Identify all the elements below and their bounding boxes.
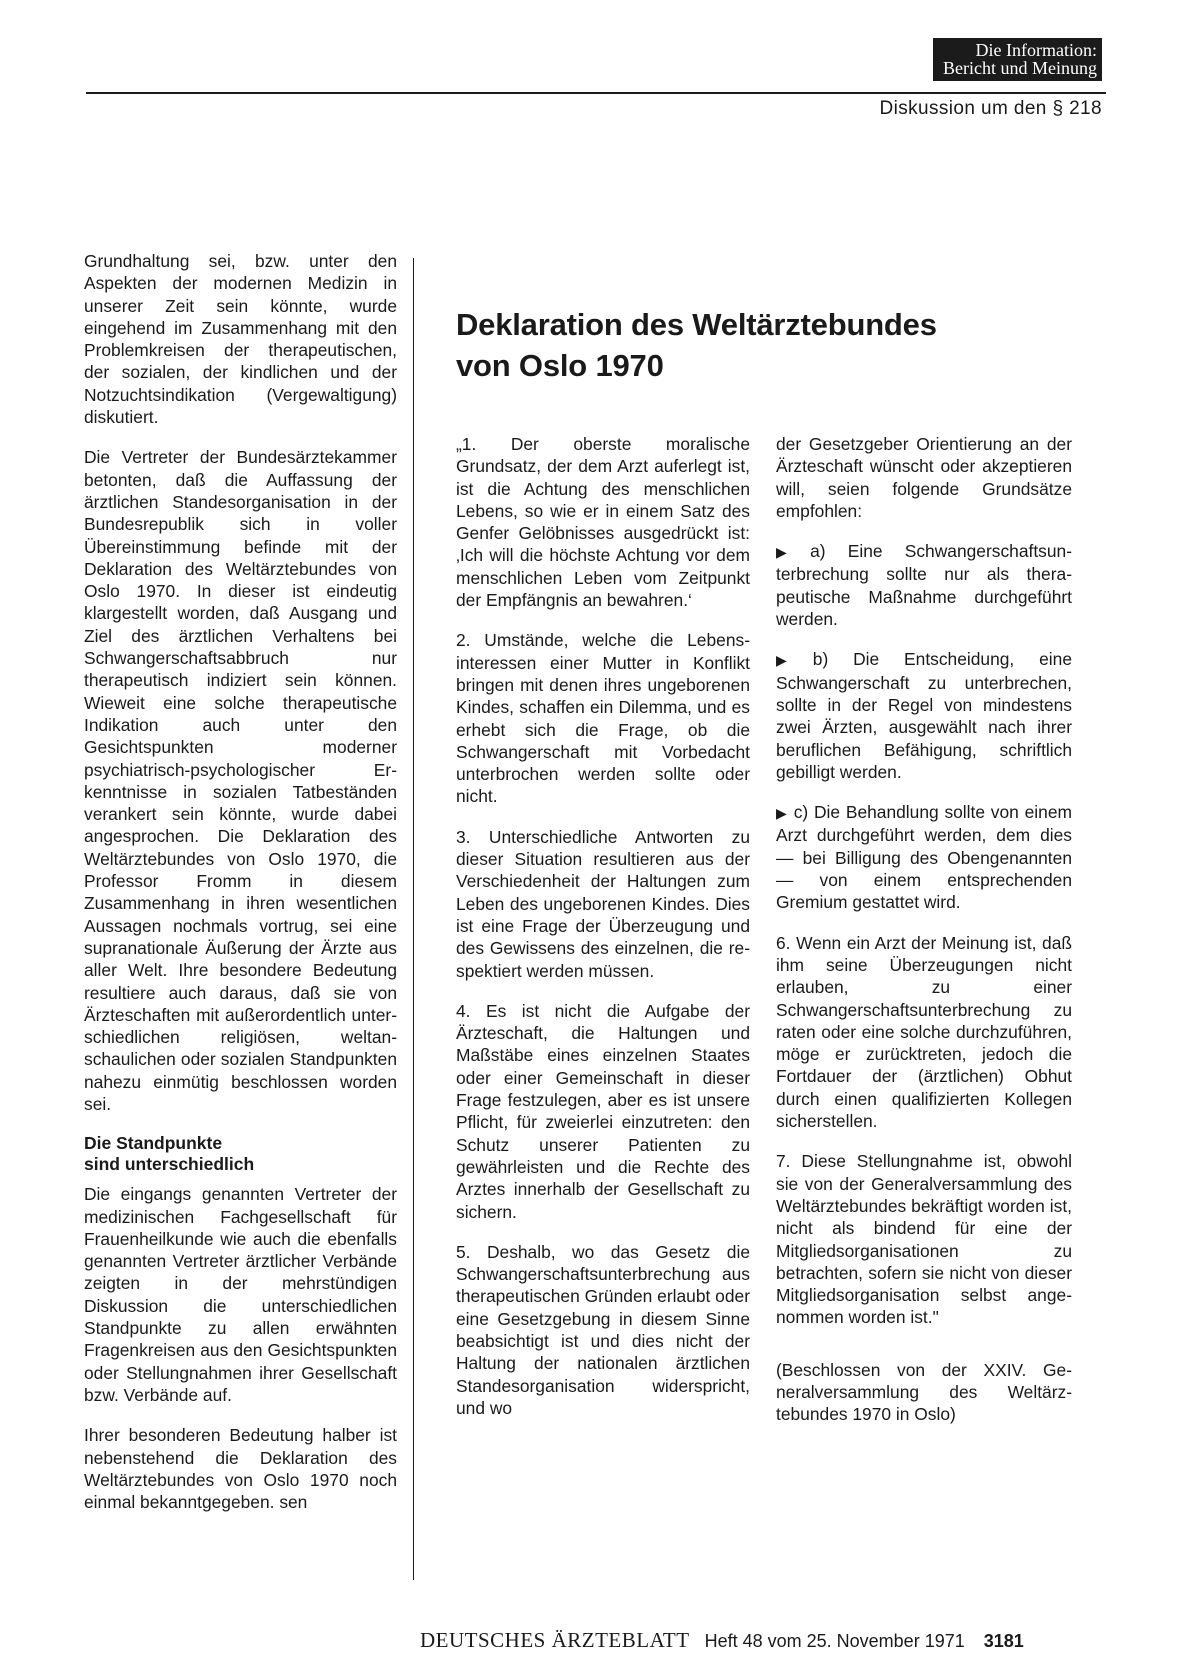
declaration-item: 4. Es ist nicht die Aufgabe der Ärzteschaft, die Haltungen und Maßstäbe eines einzelnen Staates oder einer Gemeinschaft in dieser Frage festzulegen, aber es ist unsere Pflicht, für zweierlei einzutreten: den Schutz unserer Patienten zu gewährleisten und die Rechte des Arztes innerhalb der Gesellschaft zu sichern.	[456, 1000, 750, 1222]
declaration-column-2	[776, 433, 1072, 1444]
declaration-note: (Beschlossen von der XXIV. Generalversammlung des Weltärztebundes 1970 in Oslo)	[776, 1359, 1072, 1425]
paragraph: Die eingangs genannten Vertreter der medizinischen Fachgesellschaft für Frauenheilkunde wie auch die ebenfalls genannten Vertreter ärztlicher Verbände zeigten in der mehrstündigen Diskussion die unterschiedlichen Standpunkte zu allen erwähnten Fragenkreisen aus den Gesichtspunkten oder Stellungnahmen ihrer Gesellschaft bzw. Verbände auf.	[84, 1184, 397, 1405]
subheading-line1: Die Standpunkte	[84, 1133, 223, 1154]
column-divider	[413, 258, 414, 1580]
declaration-column-1	[456, 433, 750, 1437]
section-label-line1: Die Information:	[975, 40, 1097, 60]
declaration-item: 3. Unterschiedliche Antworten zu dieser Situation resultieren aus der Verschiedenheit der Haltungen zum Leben des ungeborenen Kindes. Dies ist eine Frage der Überzeugung und des Gewissens des einzelnen, die respektiert werden müssen.	[456, 826, 750, 981]
subitem-text: b) Die Entscheidung, eine Schwangerschaft zu unterbrechen, sollte in der Regel von mindestens zwei Ärzten, ausgewählt nach ihrer beruflichen Befähigung, schriftlich gebilligt werden.	[776, 649, 1072, 782]
declaration-item: 6. Wenn ein Arzt der Meinung ist, daß ihm seine Überzeugungen nicht erlauben, zu einer Schwangerschaftsunterbrechung zu raten oder eine solche durchzuführen, möge er zurücktreten, jedoch die Fortdauer der (ärztlichen) Obhut durch einen qualifizierten Kollegen sicherstellen.	[776, 932, 1072, 1132]
declaration-item: „1. Der oberste moralische Grundsatz, der dem Arzt auferlegt ist, ist die Achtung des menschlichen Lebens, so wie er in einem Satz des Genfer Gelöbnisses ausgedrückt ist: ‚Ich will die höchste Achtung vor dem menschlichen Leben vom Zeitpunkt der Empfängnis an bewahren.‘	[456, 434, 750, 611]
title-line2: von Oslo 1970	[456, 348, 664, 383]
paragraph: Grundhaltung sei, bzw. unter den Aspekten der modernen Medizin in unserer Zeit sein könnte, wurde eingehend im Zusammenhang mit den Problemkreisen der therapeutischen, der sozialen, der kindlichen und der Notzuchtsindikation (Vergewaltigung) diskutiert.	[84, 251, 397, 428]
triangle-bullet-icon: ▶	[776, 805, 788, 822]
title-line1: Deklaration des Weltärztebundes	[456, 307, 937, 342]
declaration-item: 5. Deshalb, wo das Gesetz die Schwangerschaftsunterbrechung aus therapeutischen Gründen erlaubt oder eine Gesetzgebung in diesem Sinne beabsichtigt ist und dies nicht der Haltung der nationalen ärztlichen Standesorganisation widerspricht, und wo	[456, 1241, 750, 1418]
topic-heading: Diskussion um den § 218	[879, 98, 1102, 119]
declaration-item: 2. Umstände, welche die Lebensinteressen einer Mutter in Konflikt bringen mit denen ihres ungeborenen Kindes, schaffen ein Dilemma, und es erhebt sich die Frage, ob die Schwangerschaft mit Vorbedacht unterbrochen werden sollte oder nicht.	[456, 630, 750, 807]
declaration-item: 7. Diese Stellungnahme ist, obwohl sie von der Generalversammlung des Weltärztebundes bekräftigt worden ist, nicht als bindend für eine der Mitgliedsorganisationen zu betrachten, sofern sie nicht von dieser Mitgliedsorganisation selbst angenommen worden ist."	[776, 1151, 1072, 1328]
header-rule	[86, 92, 1106, 94]
subitem-text: a) Eine Schwangerschaftsunterbrechung sollte nur als therapeutische Maßnahme durchgeführt werden.	[776, 541, 1072, 630]
section-label	[933, 38, 1102, 81]
triangle-bullet-icon: ▶	[776, 544, 805, 561]
declaration-subitem	[776, 648, 1072, 783]
journal-name: DEUTSCHES ÄRZTEBLATT	[420, 1628, 690, 1652]
subitem-text: c) Die Behandlung sollte von einem Arzt durchgeführt werden, dem dies — bei Billigung des Obengenannten — von einem entsprechenden Gremium gestattet wird.	[776, 802, 1072, 913]
left-column	[84, 250, 397, 1531]
page-number: 3181	[983, 1631, 1024, 1651]
subheading	[84, 1133, 397, 1175]
page-footer	[420, 1628, 1024, 1653]
declaration-title	[456, 304, 1056, 386]
subheading-line2: sind unterschiedlich	[84, 1154, 255, 1175]
paragraph: Die Vertreter der Bundesärztekammer betonten, daß die Auffassung der ärztlichen Standesorganisation in der Bundesrepublik sich in voller Übereinstimmung befinde mit der Deklaration des Weltärztebundes von Oslo 1970. In dieser ist eindeutig klargestellt worden, daß Ausgang und Ziel des ärztlichen Verhaltens bei Schwangerschaftsabbruch nur therapeutisch indiziert sein können. Wieweit eine solche therapeutische Indikation auch unter den Gesichtspunkten moderner psychiatrisch-psychologischer Erkenntnisse in sozialen Tatbeständen verankert sein könnte, wurde dabei angesprochen. Die Deklaration des Weltärztebundes von Oslo 1970, die Professor Fromm in diesem Zusammenhang in ihren wesentlichen Aussagen nochmals vortrug, sei eine supranationale Äußerung der Ärzte aus aller Welt. Ihre besondere Bedeutung resultiere auch daraus, daß sie von Ärzteschaften mit außerordentlich unterschiedlichen religiösen, weltanschaulichen oder sozialen Standpunkten nahezu einmütig beschlossen worden sei.	[84, 447, 397, 1114]
triangle-bullet-icon: ▶	[776, 652, 807, 669]
declaration-subitem	[776, 801, 1072, 913]
issue-info: Heft 48 vom 25. November 1971	[704, 1631, 965, 1651]
section-label-line2: Bericht und Meinung	[943, 58, 1097, 78]
declaration-item: der Gesetzgeber Orientierung an der Ärzteschaft wünscht oder akzeptieren will, seien folgende Grundsätze empfohlen:	[776, 434, 1072, 521]
declaration-subitem	[776, 540, 1072, 630]
paragraph: Ihrer besonderen Bedeutung halber ist nebenstehend die Deklaration des Weltärztebundes von Oslo 1970 noch einmal bekanntgegeben. sen	[84, 1425, 397, 1513]
